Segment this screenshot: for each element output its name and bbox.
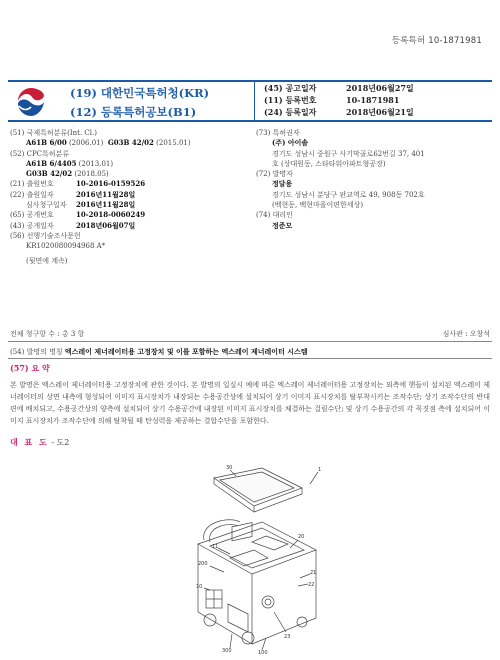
divider <box>8 358 492 359</box>
announcement-date-row <box>264 83 414 94</box>
cpc-entry: G03B 42/02 (2018.05) <box>26 169 109 179</box>
meta-label: (24) 등록일자 <box>264 107 317 117</box>
svg-text:20: 20 <box>298 534 305 540</box>
document-header <box>8 80 492 122</box>
examiner: 심사관 : 오창석 <box>442 330 490 338</box>
claims-row <box>10 329 490 339</box>
registration-number-row <box>264 95 399 106</box>
owner-address: 경기도 성남시 중원구 사기막골로62번길 37, 401 <box>272 149 425 158</box>
representative-drawing-row <box>10 437 69 448</box>
svg-text:11: 11 <box>212 544 219 550</box>
inventor-label: (72) 발명자 <box>256 170 293 179</box>
svg-text:1: 1 <box>318 467 322 473</box>
cpc-label: (52) CPC특허분류 <box>10 149 70 158</box>
owner-address: 호 (상대원동, 스타타워아파트형공장) <box>272 159 386 168</box>
header-divider <box>254 82 255 120</box>
continued-note: (뒷면에 계속) <box>26 256 68 265</box>
office-name: (19) 대한민국특허청(KR) <box>70 86 210 100</box>
application-number-row: (21) 출원번호 10-2016-0159526 <box>10 179 146 189</box>
svg-text:22: 22 <box>308 582 315 588</box>
kipo-emblem-icon <box>16 87 46 117</box>
inventor-name: 정달용 <box>272 179 293 189</box>
agent-name: 정준모 <box>272 220 293 230</box>
svg-text:30: 30 <box>226 465 233 471</box>
svg-text:300: 300 <box>222 648 232 654</box>
publication-type: (12) 등록특허공보(B1) <box>70 105 197 119</box>
prior-art-entry: KR1020080094968 A* <box>26 242 106 251</box>
agent-label: (74) 대리인 <box>256 211 293 220</box>
divider <box>8 341 492 342</box>
doc-number: 등록특허 10-1871981 <box>391 36 482 46</box>
bibliographic-left <box>10 128 250 266</box>
meta-label: (45) 공고일자 <box>264 83 317 93</box>
abstract-text: 본 발명은 엑스레이 제너레이터용 고정장치에 관한 것이다. 본 발명의 일실시 예에 따른 엑스레이 제너레이터용 고정장치는 외측에 핸들이 설치된 엑스레이 제너레이터의 상면 내측에 형성되어 이미지 표시장치가 내장되는 수용공간상에 설치되어 상기 이미지 표시장치를 탈부착시키는 조작수단; 상기 조작수단의 반대편에 배치되고, 수용공간상의 양측에 설치되어 상기 수용공간에 내장된 이미지 표시장치를 체결하는 걸림수단; 및 상기 수용공간의 각 꼭짓점 측에 설치되어 이미지 표시장치가 조작수단에 의해 탈착될 때 탄성력을 제공하는 결합수단을 포함한다. <box>10 381 490 425</box>
publication-number-row: (65) 공개번호 10-2018-0060249 <box>10 210 146 220</box>
svg-text:10: 10 <box>196 584 203 590</box>
bibliographic-right <box>256 128 492 231</box>
svg-text:21: 21 <box>310 570 317 576</box>
svg-text:100: 100 <box>258 650 268 654</box>
exam-date-row: 심사청구일자 2016년11월28일 <box>26 200 136 210</box>
drawing-lines <box>198 468 318 650</box>
patent-drawing <box>170 462 330 654</box>
owner-name: (주) 아이솔 <box>272 138 309 148</box>
owner-label: (73) 특허권자 <box>256 129 300 137</box>
prior-art-label: (56) 선행기술조사문헌 <box>10 231 81 240</box>
header-rule-top <box>8 80 492 82</box>
inventor-address: (백현동, 백현마을이편한세상) <box>272 201 364 210</box>
svg-text:200: 200 <box>198 561 208 567</box>
invention-title-row <box>10 347 490 357</box>
rep-drawing-value: - 도2 <box>51 438 70 447</box>
rep-drawing-label: 대 표 도 <box>10 437 49 447</box>
meta-value: 10-1871981 <box>346 95 400 105</box>
ipc-entry: A61B 6/00 (2006.01) G03B 42/02 (2015.01) <box>26 138 191 148</box>
meta-label: (11) 등록번호 <box>264 95 317 105</box>
meta-value: 2018년06월21일 <box>346 107 414 117</box>
svg-text:23: 23 <box>284 634 291 640</box>
filing-date-row: (22) 출원일자 2016년11월28일 <box>10 189 136 199</box>
publication-date-row: (43) 공개일자 2018년06월07일 <box>10 220 136 230</box>
invention-title: 엑스레이 제너레이터용 고정장치 및 이를 포함하는 엑스레이 제너레이터 시스템 <box>64 347 308 356</box>
inventor-address: 경기도 성남시 분당구 판교역로 49, 908동 702호 <box>272 190 425 199</box>
header-rule-bottom <box>8 120 492 122</box>
meta-value: 2018년06월27일 <box>346 83 414 93</box>
cpc-entry: A61B 6/4405 (2013.01) <box>26 158 114 168</box>
claims-count: 전체 청구항 수 : 총 3 항 <box>10 330 85 338</box>
ipc-label: (51) 국제특허분류(Int. Cl.) <box>10 129 97 137</box>
registration-date-row <box>264 107 414 118</box>
abstract-heading: (57) 요 약 <box>10 363 50 373</box>
title-label: (54) 발명의 명칭 <box>10 348 63 356</box>
